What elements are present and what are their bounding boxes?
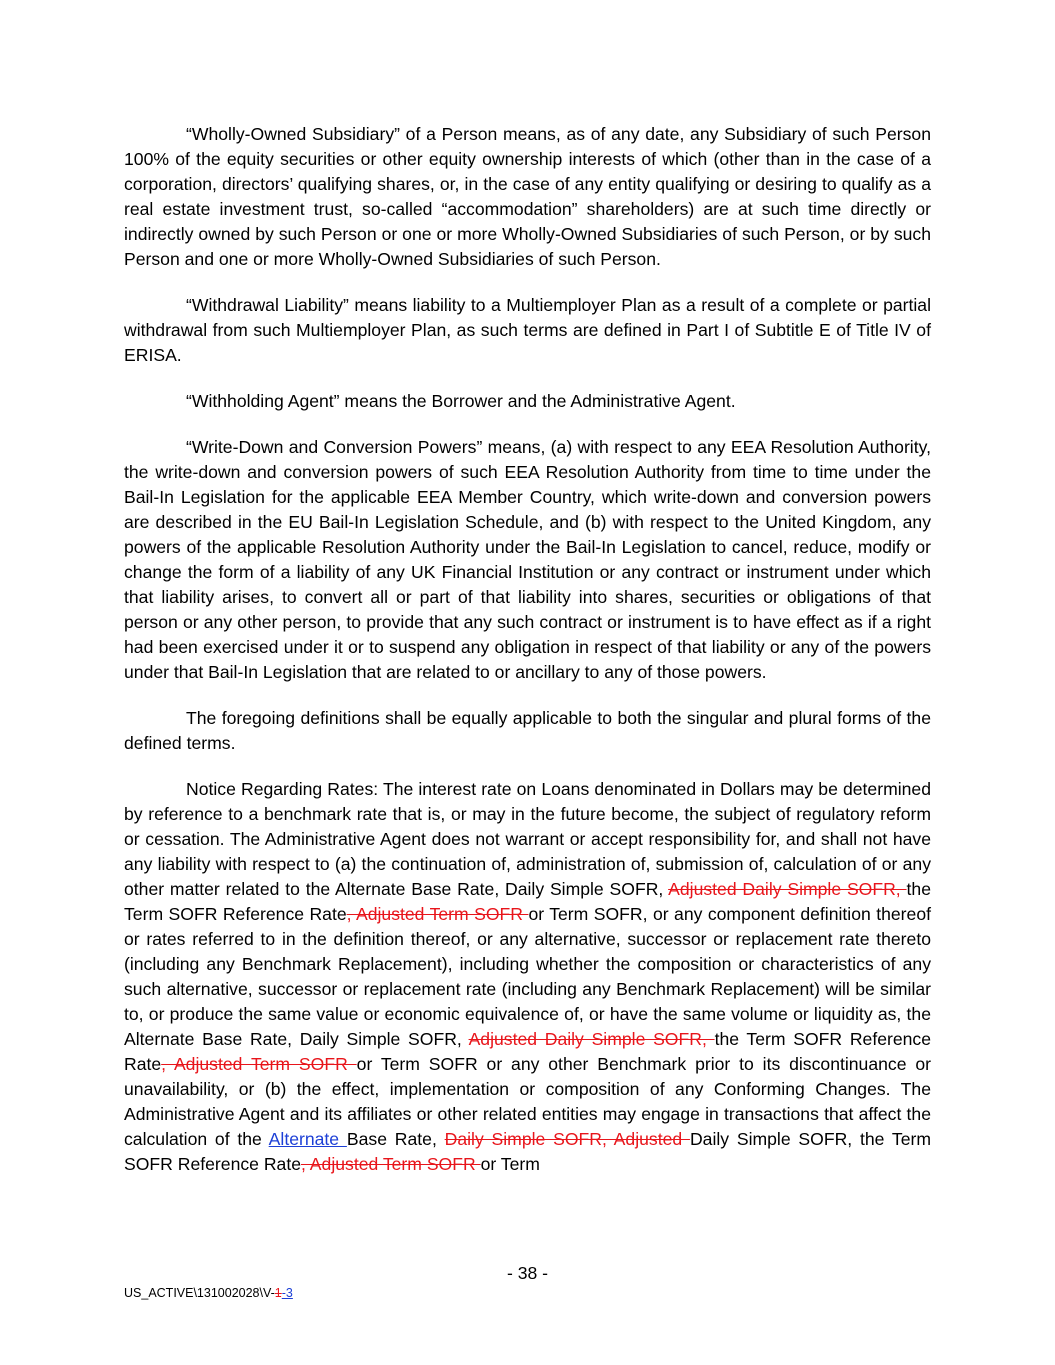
- definition-wholly-owned-subsidiary: “Wholly-Owned Subsidiary” of a Person means, as of any date, any Subsidiary of such Person 100% of the equity securities or other equity ownership interests of which (other than in the case of a corporation, directors’ qualifying shares, or, in the case of any entity qualifying or desiring to qualify as a real estate investment trust, so-called “accommodation” shareholders) are at such time directly or indirectly owned by such Person or one or more Wholly-Owned Subsidiaries of such Person, or by such Person and one or more Wholly-Owned Subsidiaries of such Person.: [124, 124, 931, 269]
- definition-write-down-conversion-powers: “Write-Down and Conversion Powers” means, (a) with respect to any EEA Resolution Authority, the write-down and conversion powers of such EEA Resolution Authority from time to time under the Bail-In Legislation for the applicable EEA Member Country, which write-down and conversion powers are described in the EU Bail-In Legislation Schedule, and (b) with respect to the United Kingdom, any powers of the applicable Resolution Authority under the Bail-In Legislation to cancel, reduce, modify or change the form of a liability of any UK Financial Institution or any contract or instrument under which that liability arises, to convert all or part of that liability into shares, securities or obligations of that person or any other person, to provide that any such contract or instrument is to have effect as if a right had been exercised under it or to suspend any obligation in respect of that liability or any of the powers under that Bail-In Legislation that are related to or ancillary to any of those powers.: [124, 437, 931, 682]
- definition-withholding-agent: “Withholding Agent” means the Borrower and the Administrative Agent.: [186, 391, 736, 411]
- notice-text: or Term: [480, 1154, 540, 1174]
- notice-text: Base Rate,: [346, 1129, 445, 1149]
- document-id-prefix: US_ACTIVE\131002028\V-: [124, 1286, 275, 1300]
- deleted-text: , Adjusted Term SOFR: [161, 1054, 357, 1074]
- notice-text: the Term SOFR Reference Rate: [124, 1029, 931, 1074]
- deleted-text: , Adjusted Term SOFR: [301, 1154, 481, 1174]
- deleted-text: Adjusted Daily Simple SOFR,: [468, 1029, 715, 1049]
- deleted-text: Daily Simple SOFR, Adjusted: [444, 1129, 690, 1149]
- deleted-text: , Adjusted Term SOFR: [346, 904, 529, 924]
- notice-text: or Term SOFR or any other Benchmark prior to its discontinuance or unavailability, or (b) the effect, implementation or composition of any Conforming Changes. The Administrative Agent and its affiliates or other related entities may engage in transactions that affect the calculation of the: [124, 1054, 931, 1149]
- notice-text: Daily Simple SOFR, the Term SOFR Reference Rate: [124, 1129, 931, 1174]
- document-id-deleted-version: 1: [274, 1286, 282, 1300]
- notice-regarding-rates: [124, 777, 931, 1177]
- inserted-text: Alternate: [268, 1129, 347, 1149]
- definition-withdrawal-liability: “Withdrawal Liability” means liability to a Multiemployer Plan as a result of a complete or partial withdrawal from such Multiemployer Plan, as such terms are defined in Part I of Subtitle E of Title IV of ERISA.: [124, 295, 931, 365]
- notice-text: or Term SOFR, or any component definition thereof or rates referred to in the definition thereof, or any alternative, successor or replacement rate thereto (including any Benchmark Replacement), including whether the composition or characteristics of any such alternative, successor or replacement rate (including any Benchmark Replacement) will be similar to, or produce the same value or economic equivalence of, or have the same volume or liquidity as, the Alternate Base Rate, Daily Simple SOFR,: [124, 904, 931, 1049]
- notice-text: the Term SOFR Reference Rate: [124, 879, 931, 924]
- page-number: - 38 -: [506, 1263, 549, 1283]
- document-id-inserted-version: -3: [281, 1286, 293, 1300]
- document-id: [124, 1286, 293, 1300]
- notice-text: Notice Regarding Rates: The interest rate on Loans denominated in Dollars may be determined by reference to a benchmark rate that is, or may in the future become, the subject of regulatory reform or cessation. The Administrative Agent does not warrant or accept responsibility for, and shall not have any liability with respect to (a) the continuation of, administration of, submission of, calculation of or any other matter related to the Alternate Base Rate, Daily Simple SOFR,: [124, 779, 931, 899]
- document-body: [124, 122, 931, 1198]
- foregoing-definitions-note: The foregoing definitions shall be equally applicable to both the singular and plural forms of the defined terms.: [124, 708, 931, 753]
- deleted-text: Adjusted Daily Simple SOFR,: [668, 879, 907, 899]
